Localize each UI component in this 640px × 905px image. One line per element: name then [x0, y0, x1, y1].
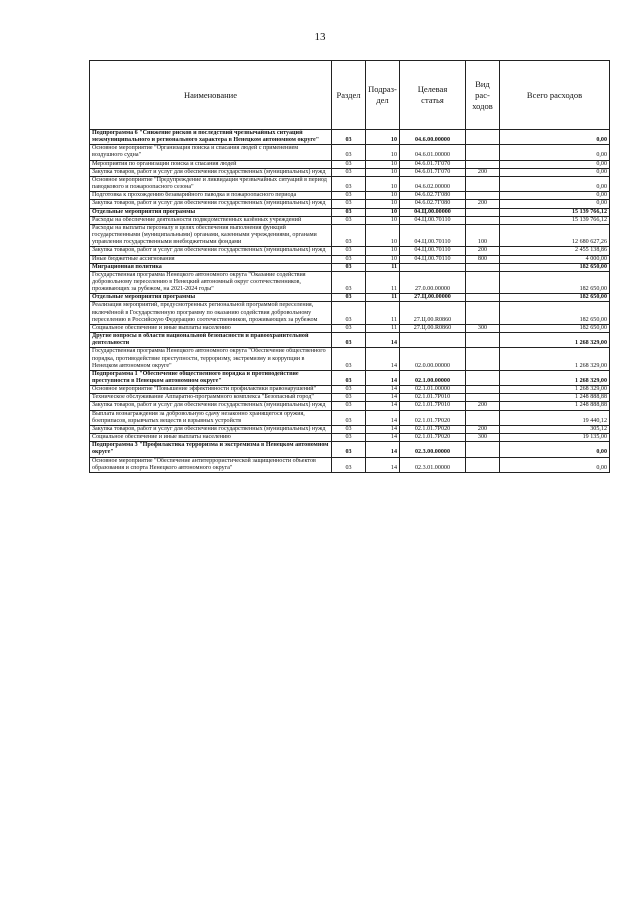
cell-kind	[466, 263, 500, 271]
cell-total: 0,00	[500, 200, 610, 208]
cell-total: 12 680 627,26	[500, 224, 610, 246]
cell-kind	[466, 145, 500, 160]
cell-kind	[466, 130, 500, 145]
cell-target: 04.6.00.00000	[400, 130, 466, 145]
table-row	[90, 208, 610, 216]
table-row	[90, 176, 610, 191]
cell-kind	[466, 271, 500, 293]
cell-section: 03	[332, 216, 366, 224]
cell-target: 02.3.01.00000	[400, 457, 466, 472]
cell-kind	[466, 370, 500, 385]
cell-kind	[466, 302, 500, 324]
table-row	[90, 160, 610, 168]
cell-kind: 200	[466, 425, 500, 433]
cell-subsection: 14	[366, 442, 400, 457]
cell-target: 04.6.02.7Г080	[400, 200, 466, 208]
cell-name: Расходы на обеспечение деятельности подведомственных казённых учреждений	[90, 216, 332, 224]
cell-name: Государственная программа Ненецкого автономного округа "Обеспечение общественного порядка, противодействие преступности, терроризму, экстремизму и коррупции в Ненецком автономном округе"	[90, 348, 332, 370]
cell-name: Закупка товаров, работ и услуг для обеспечения государственных (муниципальных) нужд	[90, 425, 332, 433]
cell-subsection: 11	[366, 271, 400, 293]
page-number: 13	[314, 31, 326, 43]
table-body	[90, 130, 610, 473]
cell-total: 2 455 138,86	[500, 247, 610, 255]
cell-section: 03	[332, 348, 366, 370]
cell-target: 02.1.01.7Р020	[400, 410, 466, 425]
cell-target	[400, 263, 466, 271]
cell-kind	[466, 333, 500, 348]
cell-name: Социальное обеспечение и иные выплаты населению	[90, 434, 332, 442]
table-row	[90, 442, 610, 457]
cell-section: 03	[332, 302, 366, 324]
cell-section: 03	[332, 333, 366, 348]
cell-target: 04.6.02.7Г080	[400, 192, 466, 200]
table-row	[90, 263, 610, 271]
cell-kind: 200	[466, 247, 500, 255]
cell-total: 1 268 329,00	[500, 348, 610, 370]
cell-total: 1 268 329,00	[500, 386, 610, 394]
budget-table	[89, 60, 610, 473]
cell-kind: 800	[466, 255, 500, 263]
cell-section: 03	[332, 271, 366, 293]
table-row	[90, 410, 610, 425]
cell-kind	[466, 176, 500, 191]
cell-subsection: 10	[366, 224, 400, 246]
cell-target: 04.Ц.00.70110	[400, 216, 466, 224]
cell-name: Отдельные мероприятия программы	[90, 208, 332, 216]
header-section: Раздел	[332, 61, 366, 130]
cell-name: Основное мероприятие "Повышение эффективности профилактики правонарушений"	[90, 386, 332, 394]
cell-kind	[466, 442, 500, 457]
cell-total: 15 139 766,12	[500, 208, 610, 216]
cell-section: 03	[332, 442, 366, 457]
cell-total: 0,00	[500, 192, 610, 200]
cell-kind	[466, 208, 500, 216]
cell-section: 03	[332, 294, 366, 302]
cell-kind: 100	[466, 224, 500, 246]
cell-subsection: 10	[366, 168, 400, 176]
cell-name: Подпрограмма 1 "Обеспечение общественного порядка и противодействие преступности в Ненецком автономном округе"	[90, 370, 332, 385]
table-row	[90, 425, 610, 433]
cell-subsection: 10	[366, 130, 400, 145]
cell-target: 02.3.00.00000	[400, 442, 466, 457]
cell-target: 02.1.01.7Р010	[400, 402, 466, 410]
cell-target: 02.1.00.00000	[400, 370, 466, 385]
cell-kind	[466, 192, 500, 200]
cell-name: Подпрограмма 6 "Снижение рисков и последствий чрезвычайных ситуаций межмуниципального и регионального характера в Ненецком автономном округе"	[90, 130, 332, 145]
cell-target: 27.Ц.00.00000	[400, 294, 466, 302]
cell-subsection: 10	[366, 145, 400, 160]
cell-target: 04.6.01.00000	[400, 145, 466, 160]
cell-subsection: 14	[366, 386, 400, 394]
cell-target: 02.0.00.00000	[400, 348, 466, 370]
cell-name: Закупка товаров, работ и услуг для обеспечения государственных (муниципальных) нужд	[90, 168, 332, 176]
cell-total: 182 650,00	[500, 302, 610, 324]
cell-section: 03	[332, 434, 366, 442]
cell-subsection: 10	[366, 208, 400, 216]
cell-target: 04.6.01.7Г070	[400, 160, 466, 168]
table-row	[90, 224, 610, 246]
cell-total: 19 440,12	[500, 410, 610, 425]
table-row	[90, 130, 610, 145]
cell-total: 1 268 329,00	[500, 370, 610, 385]
cell-section: 03	[332, 130, 366, 145]
cell-kind	[466, 216, 500, 224]
cell-section: 03	[332, 176, 366, 191]
cell-kind: 200	[466, 200, 500, 208]
cell-kind	[466, 160, 500, 168]
cell-name: Техническое обслуживание Аппаратно-программного комплекса "Безопасный город"	[90, 394, 332, 402]
cell-target: 02.1.01.00000	[400, 386, 466, 394]
cell-total: 1 248 888,88	[500, 394, 610, 402]
table-row	[90, 324, 610, 332]
cell-subsection: 10	[366, 216, 400, 224]
cell-total: 0,00	[500, 457, 610, 472]
table-row	[90, 370, 610, 385]
table-row	[90, 168, 610, 176]
cell-section: 03	[332, 145, 366, 160]
cell-target: 04.Ц.00.70110	[400, 224, 466, 246]
cell-subsection: 14	[366, 370, 400, 385]
cell-subsection: 10	[366, 176, 400, 191]
table-row	[90, 394, 610, 402]
cell-subsection: 11	[366, 324, 400, 332]
cell-section: 03	[332, 425, 366, 433]
cell-kind: 200	[466, 402, 500, 410]
cell-name: Социальное обеспечение и иные выплаты населению	[90, 324, 332, 332]
cell-kind: 300	[466, 434, 500, 442]
cell-subsection: 14	[366, 425, 400, 433]
cell-name: Мероприятия по организации поиска и спасания людей	[90, 160, 332, 168]
cell-name: Основное мероприятие "Предупреждение и ликвидация чрезвычайных ситуаций в период паводкового и пожароопасного сезона"	[90, 176, 332, 191]
cell-total: 0,00	[500, 145, 610, 160]
cell-section: 03	[332, 200, 366, 208]
cell-section: 03	[332, 402, 366, 410]
cell-kind	[466, 457, 500, 472]
table-row	[90, 192, 610, 200]
cell-subsection: 14	[366, 434, 400, 442]
cell-target: 27.Ц.00.R0860	[400, 302, 466, 324]
cell-name: Расходы на выплаты персоналу в целях обеспечения выполнения функций государственными (муниципальными) органами, казенными учреждениями, органами управления государственными внебюджетными фондами	[90, 224, 332, 246]
cell-subsection: 14	[366, 402, 400, 410]
cell-total: 182 650,00	[500, 294, 610, 302]
cell-target: 04.Ц.00.70110	[400, 247, 466, 255]
cell-total: 182 650,00	[500, 271, 610, 293]
cell-name: Реализация мероприятий, предусмотренных региональной программой переселения, включённой в Государственную программу по оказанию содействия добровольному переселению в Российскую Федерацию соотечественников, проживающих за рубежом	[90, 302, 332, 324]
cell-name: Закупка товаров, работ и услуг для обеспечения государственных (муниципальных) нужд	[90, 402, 332, 410]
cell-total: 0,00	[500, 160, 610, 168]
cell-name: Подготовка к прохождению безаварийного паводка и пожароопасного периода	[90, 192, 332, 200]
cell-target: 02.1.01.7Р020	[400, 425, 466, 433]
cell-kind	[466, 386, 500, 394]
cell-section: 03	[332, 263, 366, 271]
cell-name: Иные бюджетные ассигнования	[90, 255, 332, 263]
cell-name: Выплата вознаграждения за добровольную сдачу незаконно хранящегося оружия, боеприпасов, взрывчатых веществ и взрывных устройств	[90, 410, 332, 425]
header-total: Всего расходов	[500, 61, 610, 130]
cell-total: 305,12	[500, 425, 610, 433]
cell-subsection: 14	[366, 410, 400, 425]
cell-subsection: 10	[366, 247, 400, 255]
cell-section: 03	[332, 457, 366, 472]
cell-section: 03	[332, 247, 366, 255]
cell-total: 0,00	[500, 168, 610, 176]
header-subsection: Подраз- дел	[366, 61, 400, 130]
table-row	[90, 302, 610, 324]
header-kind: Вид рас- ходов	[466, 61, 500, 130]
cell-target: 04.6.02.00000	[400, 176, 466, 191]
cell-subsection: 10	[366, 200, 400, 208]
header-name: Наименование	[90, 61, 332, 130]
table-row	[90, 294, 610, 302]
cell-subsection: 14	[366, 457, 400, 472]
table-row	[90, 348, 610, 370]
header-target: Целевая статья	[400, 61, 466, 130]
cell-section: 03	[332, 255, 366, 263]
cell-kind	[466, 410, 500, 425]
table-row	[90, 434, 610, 442]
cell-total: 182 650,00	[500, 324, 610, 332]
cell-subsection: 11	[366, 302, 400, 324]
cell-subsection: 11	[366, 294, 400, 302]
cell-section: 03	[332, 224, 366, 246]
table-row	[90, 402, 610, 410]
table-row	[90, 216, 610, 224]
cell-target: 02.1.01.7Р010	[400, 394, 466, 402]
cell-subsection: 10	[366, 160, 400, 168]
cell-name: Закупка товаров, работ и услуг для обеспечения государственных (муниципальных) нужд	[90, 200, 332, 208]
cell-section: 03	[332, 410, 366, 425]
cell-target: 04.Ц.00.00000	[400, 208, 466, 216]
table-row	[90, 145, 610, 160]
cell-name: Закупка товаров, работ и услуг для обеспечения государственных (муниципальных) нужд	[90, 247, 332, 255]
cell-target: 27.Ц.00.R0860	[400, 324, 466, 332]
cell-kind: 300	[466, 324, 500, 332]
cell-total: 1 268 329,00	[500, 333, 610, 348]
budget-table-container	[89, 60, 609, 473]
cell-section: 03	[332, 192, 366, 200]
cell-kind: 200	[466, 168, 500, 176]
cell-total: 1 248 888,88	[500, 402, 610, 410]
cell-total: 0,00	[500, 130, 610, 145]
table-row	[90, 247, 610, 255]
table-row	[90, 255, 610, 263]
cell-target	[400, 333, 466, 348]
cell-total: 4 000,00	[500, 255, 610, 263]
cell-name: Подпрограмма 3 "Профилактика терроризма и экстремизма в Ненецком автономном округе"	[90, 442, 332, 457]
cell-subsection: 14	[366, 348, 400, 370]
cell-target: 02.1.01.7Р020	[400, 434, 466, 442]
cell-section: 03	[332, 370, 366, 385]
cell-name: Отдельные мероприятия программы	[90, 294, 332, 302]
table-row	[90, 200, 610, 208]
cell-section: 03	[332, 324, 366, 332]
cell-total: 182 650,00	[500, 263, 610, 271]
cell-section: 03	[332, 160, 366, 168]
cell-total: 15 139 766,12	[500, 216, 610, 224]
cell-kind	[466, 348, 500, 370]
cell-total: 0,00	[500, 176, 610, 191]
cell-section: 03	[332, 168, 366, 176]
table-header-row	[90, 61, 610, 130]
cell-subsection: 14	[366, 394, 400, 402]
table-row	[90, 457, 610, 472]
cell-target: 04.6.01.7Г070	[400, 168, 466, 176]
cell-target: 27.0.00.00000	[400, 271, 466, 293]
cell-target: 04.Ц.00.70110	[400, 255, 466, 263]
cell-name: Другие вопросы в области национальной безопасности и правоохранительной деятельности	[90, 333, 332, 348]
cell-section: 03	[332, 208, 366, 216]
cell-section: 03	[332, 394, 366, 402]
cell-name: Миграционная политика	[90, 263, 332, 271]
cell-kind	[466, 394, 500, 402]
cell-subsection: 14	[366, 333, 400, 348]
cell-section: 03	[332, 386, 366, 394]
cell-total: 0,00	[500, 442, 610, 457]
table-row	[90, 271, 610, 293]
cell-name: Основное мероприятие "Обеспечение антитеррористической защищенности объектов образования и спорта Ненецкого автономного округа"	[90, 457, 332, 472]
cell-subsection: 10	[366, 255, 400, 263]
cell-kind	[466, 294, 500, 302]
table-row	[90, 333, 610, 348]
table-row	[90, 386, 610, 394]
cell-subsection: 11	[366, 263, 400, 271]
cell-name: Основное мероприятие "Организация поиска и спасания людей с применением воздушного судна"	[90, 145, 332, 160]
cell-name: Государственная программа Ненецкого автономного округа "Оказание содействия добровольному переселению в Ненецкий автономный округ соотечественников, проживающих за рубежом, на 2021-2024 годы"	[90, 271, 332, 293]
cell-subsection: 10	[366, 192, 400, 200]
cell-total: 19 135,00	[500, 434, 610, 442]
